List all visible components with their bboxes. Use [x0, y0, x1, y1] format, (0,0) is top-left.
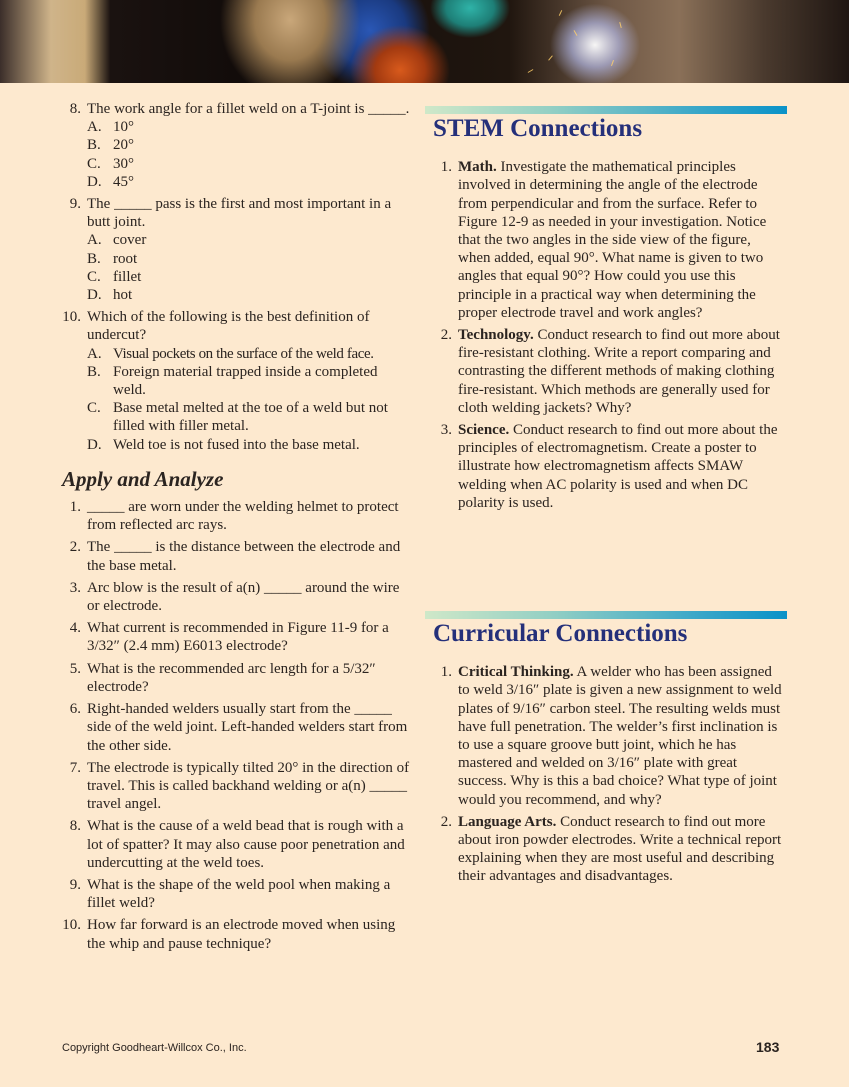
spark-decoration [574, 30, 578, 36]
question-text: Which of the following is the best definition of undercut? [87, 309, 370, 344]
stem-item [425, 421, 787, 512]
item-text: Conduct research to find out more about fire-resistant clothing. Write a report comparing and contrasting the different methods of making clothing fire-resistant. Which methods are generally used for cloth welding jackets? Why? [458, 327, 780, 416]
item-lead: Science. [458, 422, 510, 439]
answer-option [87, 118, 412, 136]
question-number: 5. [69, 660, 81, 677]
answer-option [87, 345, 412, 363]
stem-connections-list [425, 158, 787, 512]
right-column [425, 106, 787, 516]
question-text: The electrode is typically tilted 20° in the direction of travel. This is called backhand welding or a(n) _____ travel angel. [87, 759, 410, 813]
review-questions [62, 100, 412, 454]
answer-option [87, 231, 412, 249]
option-letter: B. [87, 363, 101, 380]
question-item [62, 700, 412, 755]
option-text: root [113, 250, 138, 267]
option-letter: B. [87, 250, 101, 267]
item-text: Conduct research to find out more about iron powder electrodes. Write a technical report explaining when they are most useful and describing their advantages and disadvantages. [458, 813, 782, 885]
answer-option [87, 286, 412, 304]
question-text: What is the shape of the weld pool when making a fillet weld? [87, 876, 391, 912]
question-text: _____ are worn under the welding helmet to protect from reflected arc rays. [87, 499, 399, 534]
option-text: Weld toe is not fused into the base metal. [113, 436, 360, 453]
curricular-item [425, 663, 787, 809]
question-text: The _____ pass is the first and most important in a butt joint. [87, 196, 392, 231]
banner-photo-welder [0, 0, 849, 83]
left-column [62, 100, 412, 957]
question-number: 7. [69, 759, 81, 776]
option-text: 20° [113, 137, 134, 154]
item-text: A welder who has been assigned to weld 3/16″ plate is given a new assignment to weld plates of 9/16″ carbon steel. The resulting welds must have full penetration. The welder’s first inclination is to use a square groove butt joint, which he has mastered and welded on 3/16″ plate with great success. Why is this a bad choice? What type of joint would you recommend, and why? [458, 664, 782, 808]
question-text: Arc blow is the result of a(n) _____ around the wire or electrode. [87, 579, 400, 615]
answer-option [87, 268, 412, 286]
answer-option [87, 436, 412, 454]
stem-gradient-bar [425, 106, 787, 114]
option-text: fillet [113, 268, 142, 285]
option-text: 45° [113, 173, 134, 190]
question-text: The work angle for a fillet weld on a T-joint is _____. [87, 101, 410, 117]
question-number: 4. [69, 620, 81, 637]
item-lead: Technology. [458, 327, 534, 344]
option-letter: D. [87, 436, 102, 453]
question-item [62, 579, 412, 615]
option-letter: C. [87, 400, 101, 417]
option-letter: A. [87, 119, 102, 136]
question-item [62, 916, 412, 952]
answer-option [87, 136, 412, 154]
curricular-connections-list [425, 663, 787, 885]
answer-option [87, 173, 412, 191]
question-number: 1. [69, 499, 81, 516]
item-lead: Critical Thinking. [458, 664, 574, 681]
question-item [62, 876, 412, 912]
question-text: The _____ is the distance between the electrode and the base metal. [87, 539, 401, 574]
option-letter: A. [87, 232, 102, 249]
option-letter: A. [87, 345, 102, 362]
option-text: hot [113, 287, 133, 304]
option-text: Foreign material trapped inside a completed weld. [113, 363, 378, 399]
question-item [62, 100, 412, 191]
question-number: 8. [69, 818, 81, 835]
spark-decoration [548, 55, 553, 60]
item-lead: Math. [458, 159, 497, 176]
item-number: 3. [440, 422, 452, 439]
question-item [62, 538, 412, 574]
option-letter: D. [87, 173, 102, 190]
option-letter: B. [87, 137, 101, 154]
option-text: cover [113, 232, 147, 249]
spark-decoration [611, 60, 614, 66]
question-text: What is the cause of a weld bead that is rough with a lot of spatter? It may also cause poor penetration and undercutting at the weld toes. [87, 818, 405, 871]
question-number: 10. [62, 917, 81, 934]
option-text: Visual pockets on the surface of the weld face. [113, 345, 374, 362]
curricular-section [425, 611, 787, 890]
curricular-gradient-bar [425, 611, 787, 619]
item-number: 1. [440, 664, 452, 681]
option-letter: C. [87, 155, 101, 172]
spark-decoration [528, 69, 534, 73]
page-number: 183 [756, 1039, 780, 1055]
item-text: Conduct research to find out more about the principles of electromagnetism. Create a poster to illustrate how electromagnetism affects SMAW welding when AC polarity is used and when DC polarity is used. [458, 422, 778, 511]
answer-option [87, 250, 412, 268]
apply-analyze-list [62, 498, 412, 953]
answer-option [87, 399, 412, 435]
option-text: 30° [113, 155, 134, 172]
answer-option [87, 155, 412, 173]
question-text: What current is recommended in Figure 11-9 for a 3/32″ (2.4 mm) E6013 electrode? [87, 620, 389, 655]
answer-option [87, 363, 412, 399]
question-number: 6. [69, 701, 81, 718]
option-text: 10° [113, 119, 134, 136]
question-item [62, 195, 412, 304]
item-number: 2. [440, 813, 452, 830]
stem-item [425, 158, 787, 322]
question-number: 9. [69, 196, 81, 213]
spark-decoration [619, 22, 622, 28]
apply-analyze-heading: Apply and Analyze [62, 466, 224, 491]
curricular-connections-heading: Curricular Connections [433, 620, 688, 647]
stem-connections-heading: STEM Connections [433, 115, 643, 142]
question-text: What is the recommended arc length for a 5/32″ electrode? [87, 660, 376, 695]
option-letter: D. [87, 287, 102, 304]
question-number: 2. [69, 539, 81, 556]
spark-decoration [559, 10, 562, 16]
item-text: Investigate the mathematical principles involved in determining the angle of the electrode from perpendicular and from the surface. Refer to Figure 12-9 as needed in your investigation. Notice that the two angles in the side view of the figure, when added, equal 90°. What name is given to two angles that equal 90°? How could you use this principle in a practical way when determining the proper electrode travel and work angles? [458, 159, 767, 321]
question-number: 9. [69, 876, 81, 893]
question-number: 10. [62, 309, 81, 326]
question-item [62, 619, 412, 655]
option-text: Base metal melted at the toe of a weld but not filled with filler metal. [113, 400, 388, 435]
question-text: Right-handed welders usually start from the _____ side of the weld joint. Left-handed welders start from the other side. [87, 701, 408, 754]
stem-item [425, 326, 787, 417]
copyright-notice: Copyright Goodheart-Willcox Co., Inc. [62, 1042, 247, 1054]
item-number: 2. [440, 327, 452, 344]
question-text: How far forward is an electrode moved when using the whip and pause technique? [87, 917, 396, 952]
item-number: 1. [440, 159, 452, 176]
question-item [62, 660, 412, 696]
item-lead: Language Arts. [458, 813, 557, 830]
question-number: 8. [69, 101, 81, 117]
question-number: 3. [69, 579, 81, 596]
option-letter: C. [87, 268, 101, 285]
question-item [62, 308, 412, 454]
question-item [62, 817, 412, 872]
curricular-item [425, 813, 787, 886]
question-item [62, 498, 412, 534]
question-item [62, 759, 412, 814]
